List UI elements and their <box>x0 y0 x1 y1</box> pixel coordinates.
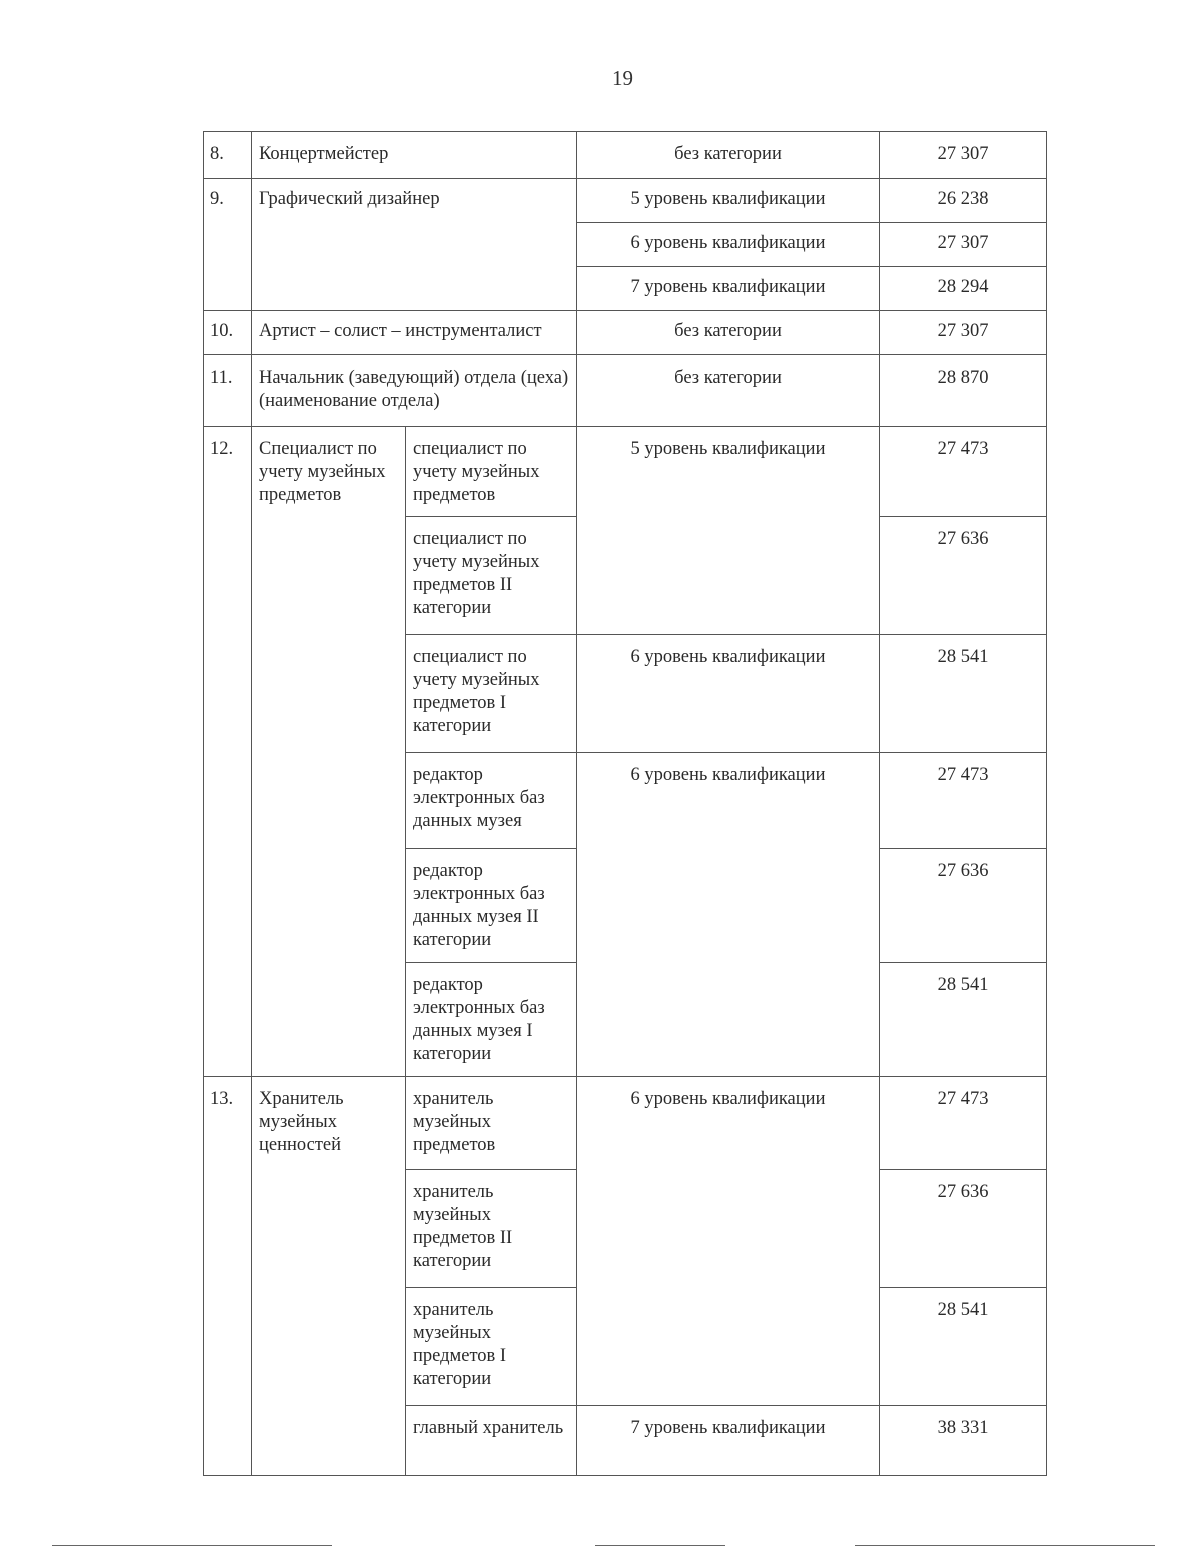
qualification-level: 6 уровень квалификации <box>577 753 880 1077</box>
divider <box>855 1545 1155 1546</box>
page-number: 19 <box>612 66 633 90</box>
qualification-level: 7 уровень квалификации <box>577 1406 880 1476</box>
qualification-level: 6 уровень квалификации <box>577 223 880 267</box>
position-name: Хранитель музейных ценностей <box>252 1077 406 1476</box>
salary-value: 27 473 <box>880 427 1047 517</box>
salary-value: 27 636 <box>880 1170 1047 1288</box>
qualification-level: без категории <box>577 132 880 179</box>
table-row <box>204 355 1047 427</box>
row-number: 13. <box>204 1077 252 1476</box>
salary-value: 28 870 <box>880 355 1047 427</box>
sub-position-name: специалист по учету музейных предметов I категории <box>406 635 577 753</box>
table-row <box>204 311 1047 355</box>
salary-value: 27 307 <box>880 223 1047 267</box>
qualification-level: 6 уровень квалификации <box>577 1077 880 1406</box>
salary-value: 27 307 <box>880 132 1047 179</box>
table-row <box>204 427 1047 517</box>
position-name: Концертмейстер <box>252 132 577 179</box>
divider <box>52 1545 332 1546</box>
position-name: Специалист по учету музейных предметов <box>252 427 406 1077</box>
salary-value: 28 541 <box>880 963 1047 1077</box>
sub-position-name: редактор электронных баз данных музея <box>406 753 577 849</box>
sub-position-name: специалист по учету музейных предметов II категории <box>406 517 577 635</box>
sub-position-name: специалист по учету музейных предметов <box>406 427 577 517</box>
salary-table <box>203 131 1047 1476</box>
position-name: Начальник (заведующий) отдела (цеха) (наименование отдела) <box>252 355 577 427</box>
divider <box>595 1545 725 1546</box>
sub-position-name: редактор электронных баз данных музея II категории <box>406 849 577 963</box>
row-number: 9. <box>204 179 252 311</box>
row-number: 10. <box>204 311 252 355</box>
position-name: Графический дизайнер <box>252 179 577 311</box>
qualification-level: 5 уровень квалификации <box>577 179 880 223</box>
sub-position-name: хранитель музейных предметов II категории <box>406 1170 577 1288</box>
table-row <box>204 132 1047 179</box>
footer-scan-lines <box>0 1545 1200 1551</box>
qualification-level: 5 уровень квалификации <box>577 427 880 635</box>
salary-value: 26 238 <box>880 179 1047 223</box>
salary-value: 27 636 <box>880 517 1047 635</box>
salary-value: 38 331 <box>880 1406 1047 1476</box>
salary-value: 27 307 <box>880 311 1047 355</box>
sub-position-name: редактор электронных баз данных музея I категории <box>406 963 577 1077</box>
sub-position-name: главный хранитель <box>406 1406 577 1476</box>
table-row <box>204 1077 1047 1170</box>
qualification-level: 7 уровень квалификации <box>577 267 880 311</box>
position-name: Артист – солист – инструменталист <box>252 311 577 355</box>
qualification-level: без категории <box>577 355 880 427</box>
salary-value: 27 473 <box>880 1077 1047 1170</box>
salary-value: 28 541 <box>880 1288 1047 1406</box>
row-number: 11. <box>204 355 252 427</box>
row-number: 12. <box>204 427 252 1077</box>
row-number: 8. <box>204 132 252 179</box>
salary-value: 28 541 <box>880 635 1047 753</box>
sub-position-name: хранитель музейных предметов I категории <box>406 1288 577 1406</box>
qualification-level: 6 уровень квалификации <box>577 635 880 753</box>
table-row <box>204 179 1047 223</box>
salary-value: 27 473 <box>880 753 1047 849</box>
qualification-level: без категории <box>577 311 880 355</box>
sub-position-name: хранитель музейных предметов <box>406 1077 577 1170</box>
salary-value: 27 636 <box>880 849 1047 963</box>
salary-value: 28 294 <box>880 267 1047 311</box>
